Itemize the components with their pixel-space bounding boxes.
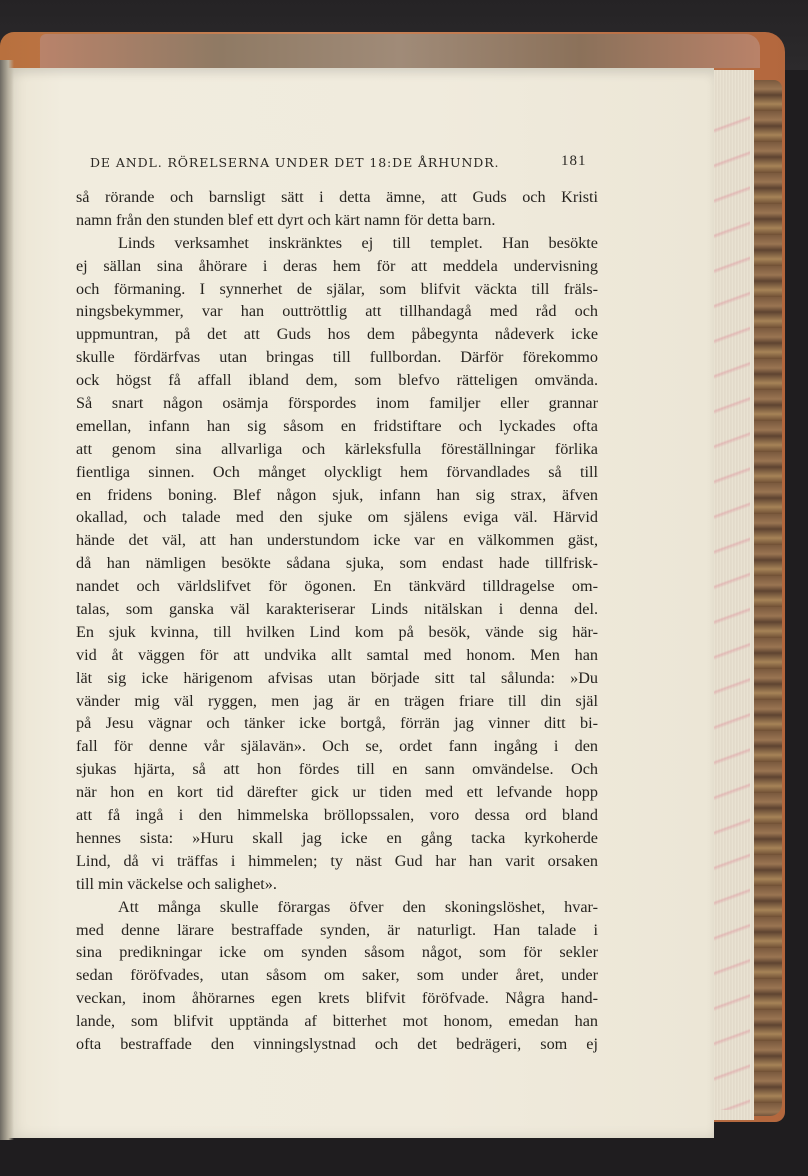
text-line: så rörande och barnsligt sätt i detta ämne, att Guds och Kristi bbox=[76, 188, 598, 206]
text-line: ningsbekymmer, var han outtröttlig att tillhandagå med råd och bbox=[76, 302, 598, 321]
text-line: nandet och världslifvet för ögonen. En tänkvärd tilldragelse om- bbox=[76, 577, 598, 596]
text-line: fall för denne vår själavän». Och se, ordet fann ingång i den bbox=[76, 737, 598, 756]
text-line: skulle fördärfvas utan bringas till fullbordan. Därför förekommo bbox=[76, 348, 598, 367]
text-line: hennes sista: »Huru skall jag icke en gång tacka kyrkoherde bbox=[76, 828, 598, 847]
text-line: namn från den stunden blef ett dyrt och kärt namn för detta barn. bbox=[76, 210, 496, 229]
text-line: med denne lärare bestraffade synden, är naturligt. Han talade i bbox=[76, 920, 598, 939]
text-line: och förmaning. I synnerhet de själar, som blifvit väckta till fräls- bbox=[76, 279, 598, 298]
text-line: Så snart någon osämja förspordes inom familjer eller grannar bbox=[76, 394, 598, 413]
text-line: Lind, då vi träffas i himmelen; ty näst Gud har han varit orsaken bbox=[76, 851, 598, 870]
spine-shadow bbox=[0, 60, 14, 1140]
text-line: ej sällan sina åhörare i deras hem för att meddela undervisning bbox=[76, 256, 598, 275]
text-line: emellan, infann han sig såsom en fridstiftare och lyckades ofta bbox=[76, 416, 598, 435]
text-line: vid åt väggen för att undvika allt samtal med honom. Men han bbox=[76, 645, 598, 664]
text-line: hände det väl, att han understundom icke var en välkommen gäst, bbox=[76, 531, 598, 550]
body-text bbox=[76, 186, 598, 1056]
text-line: en fridens boning. Blef någon sjuk, infann han sig strax, äfven bbox=[76, 485, 598, 504]
text-line: ofta bestraffade den vinningslystnad och det bedrägeri, som ej bbox=[76, 1034, 598, 1053]
text-line: då han nämligen besökte sådana sjuka, som endast hade tillfrisk- bbox=[76, 554, 598, 573]
page-number: 181 bbox=[561, 153, 587, 169]
page-edges-marbling bbox=[710, 100, 750, 1110]
text-line: lande, som blifvit upptända af bitterhet mot honom, emedan han bbox=[76, 1012, 598, 1031]
text-line: fientliga sinnen. Och månget olyckligt hem förvandlades så till bbox=[76, 462, 598, 481]
text-line: sina predikningar icke om synden såsom något, som för sekler bbox=[76, 943, 598, 962]
text-line: En sjuk kvinna, till hvilken Lind kom på besök, vände sig här- bbox=[76, 622, 598, 641]
text-line: okallad, och talade med den sjuke om själens eviga väl. Härvid bbox=[76, 508, 598, 527]
running-head: DE ANDL. RÖRELSERNA UNDER DET 18:DE ÅRHUNDR. bbox=[90, 155, 500, 170]
text-line: att få ingå i den himmelska bröllopssalen, voro dessa ord bland bbox=[76, 806, 598, 825]
text-line: till min väckelse och salighet». bbox=[76, 874, 277, 893]
text-line: på Jesu vägnar och tänker icke bortgå, förrän jag vinner ditt bi- bbox=[76, 714, 598, 733]
text-line: sedan föröfvades, utan såsom om saker, som under året, under bbox=[76, 966, 598, 985]
text-line: ock högst få affall ibland dem, som blefvo rätteligen omvända. bbox=[76, 371, 598, 390]
text-line: Att många skulle förargas öfver den skoningslöshet, hvar- bbox=[118, 897, 598, 916]
text-line: vänder mig väl ryggen, men jag är en trägen friare till din själ bbox=[76, 691, 598, 710]
text-line: Linds verksamhet inskränktes ej till templet. Han besökte bbox=[118, 233, 598, 252]
text-line: talas, som ganska väl karakteriserar Linds nitälskan i denna del. bbox=[76, 600, 598, 619]
text-line: sjukas hjärta, så att hon fördes till en sann omvändelse. Och bbox=[76, 760, 598, 779]
text-line: uppmuntran, på det att Guds hos dem påbegynta nådeverk icke bbox=[76, 325, 598, 344]
text-line: att genom sina allvarliga och kärleksfulla föreställningar förlika bbox=[76, 439, 598, 458]
text-line: lät sig icke härigenom afvisas utan började sitt tal sålunda: »Du bbox=[76, 668, 598, 687]
text-line: veckan, inom åhörarnes egen krets blifvit föröfvade. Några hand- bbox=[76, 989, 598, 1008]
text-line: när hon en kort tid därefter gick ur tiden med ett lefvande hopp bbox=[76, 783, 598, 802]
cover-top-edge bbox=[40, 34, 760, 68]
